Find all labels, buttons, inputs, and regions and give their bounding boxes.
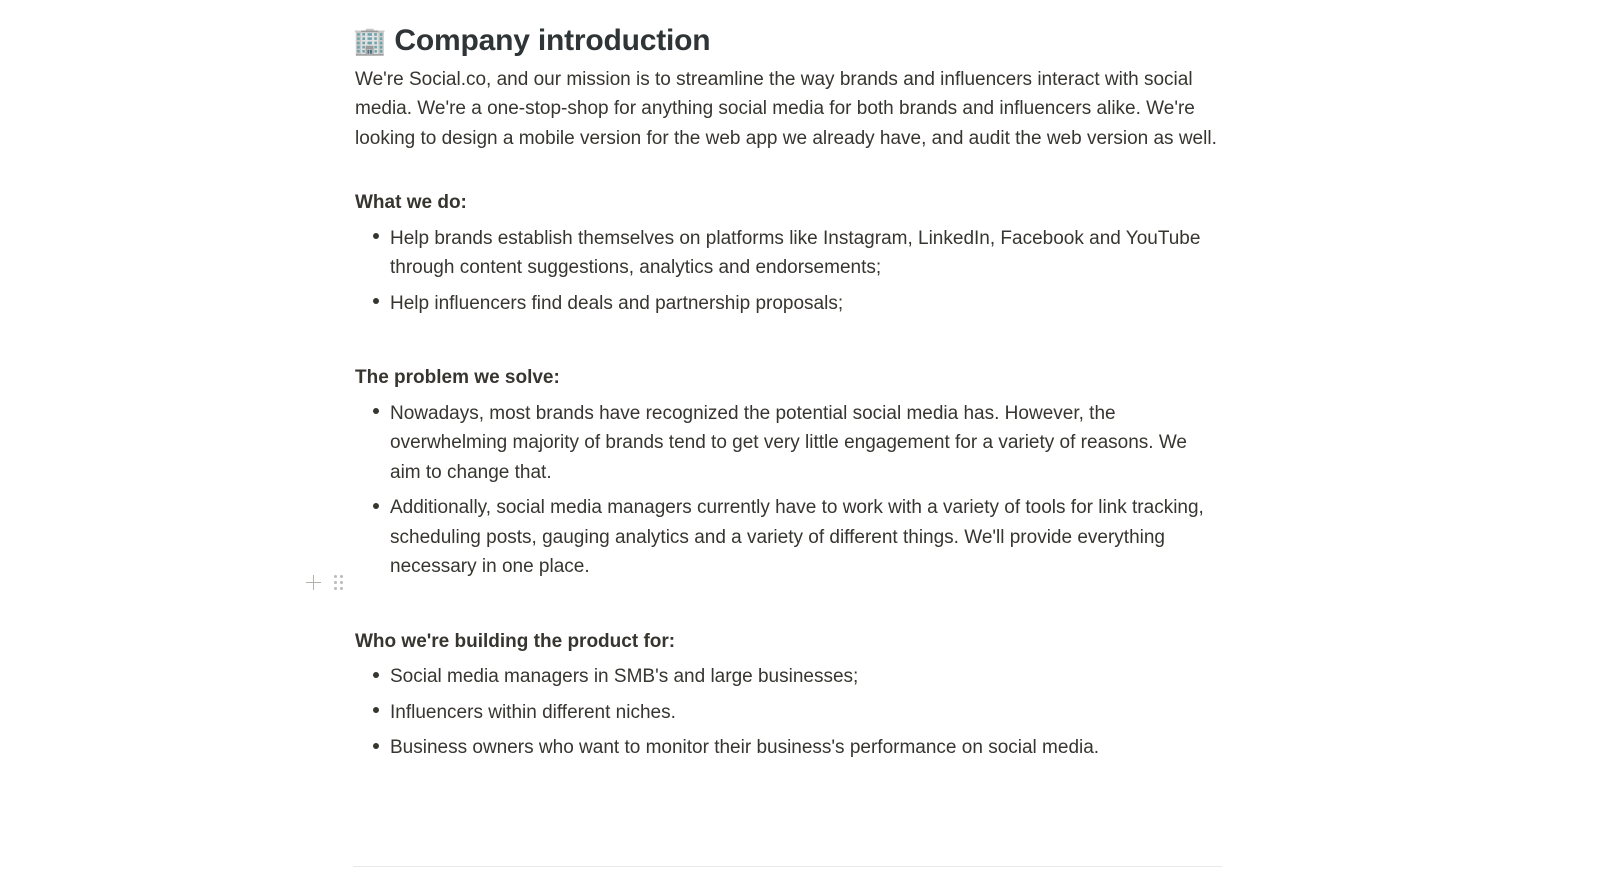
list-item-text: Help influencers find deals and partnership proposals; [390,292,844,314]
list-item[interactable] [372,695,1223,731]
list-item[interactable] [372,396,1223,491]
office-building-icon: 🏢 [353,26,387,57]
list-item-text: Influencers within different niches. [390,701,676,723]
section-heading-what-we-do[interactable]: What we do: [355,192,467,213]
list-item-hovered[interactable] [372,490,1223,585]
empty-block[interactable] [353,321,1223,350]
bullet-list-who-we-build-for [353,659,1223,766]
add-block-button[interactable] [303,571,323,593]
drag-block-handle[interactable] [328,571,348,593]
list-item[interactable] [372,730,1223,766]
list-item[interactable] [372,659,1223,695]
list-item[interactable] [372,286,1223,322]
bullet-point-icon [372,662,390,692]
bullet-point-icon [372,493,390,523]
page-title-text: Company introduction [394,24,711,57]
bullet-list-problem-we-solve [353,396,1223,585]
bullet-list-what-we-do [353,221,1223,322]
bullet-point-icon [372,733,390,763]
bullet-point-icon [372,698,390,728]
list-item-text: Additionally, social media managers currently have to work with a variety of tools for link tracking, scheduling posts, gauging analytics and a variety of different things. We'll provide everything necessary in one place. [390,497,1204,577]
empty-block[interactable] [353,585,1223,614]
section-heading-problem-we-solve[interactable]: The problem we solve: [355,367,560,388]
list-item[interactable] [372,221,1223,286]
list-item-text: Help brands establish themselves on platforms like Instagram, LinkedIn, Facebook and YouTube through content suggestions, analytics and endorsements; [390,227,1201,278]
bullet-point-icon [372,224,390,254]
list-item-text: Nowadays, most brands have recognized the potential social media has. However, the overwhelming majority of brands tend to get very little engagement for a variety of reasons. We aim to change that. [390,402,1187,483]
horizontal-divider [353,866,1222,867]
bullet-point-icon [372,289,390,319]
empty-block[interactable] [353,614,1223,624]
section-heading-who-we-build-for[interactable]: Who we're building the product for: [355,630,676,652]
block-controls [303,570,348,594]
page-title [353,0,1223,62]
plus-icon [306,575,321,590]
bullet-point-icon [372,399,390,429]
document-content-column [353,0,1223,766]
drag-handle-icon [334,575,343,590]
intro-paragraph[interactable]: We're Social.co, and our mission is to streamline the way brands and influencers interact with social media. We're a one-stop-shop for anything social media for both brands and influencers alike. We're looking to design a mobile version for the web app we already have, and audit the web version as well. [355,68,1217,149]
empty-block[interactable] [353,350,1223,360]
list-item-text: Social media managers in SMB's and large businesses; [390,666,859,687]
empty-block[interactable] [353,156,1223,185]
list-item-text: Business owners who want to monitor their business's performance on social media. [390,737,1100,758]
